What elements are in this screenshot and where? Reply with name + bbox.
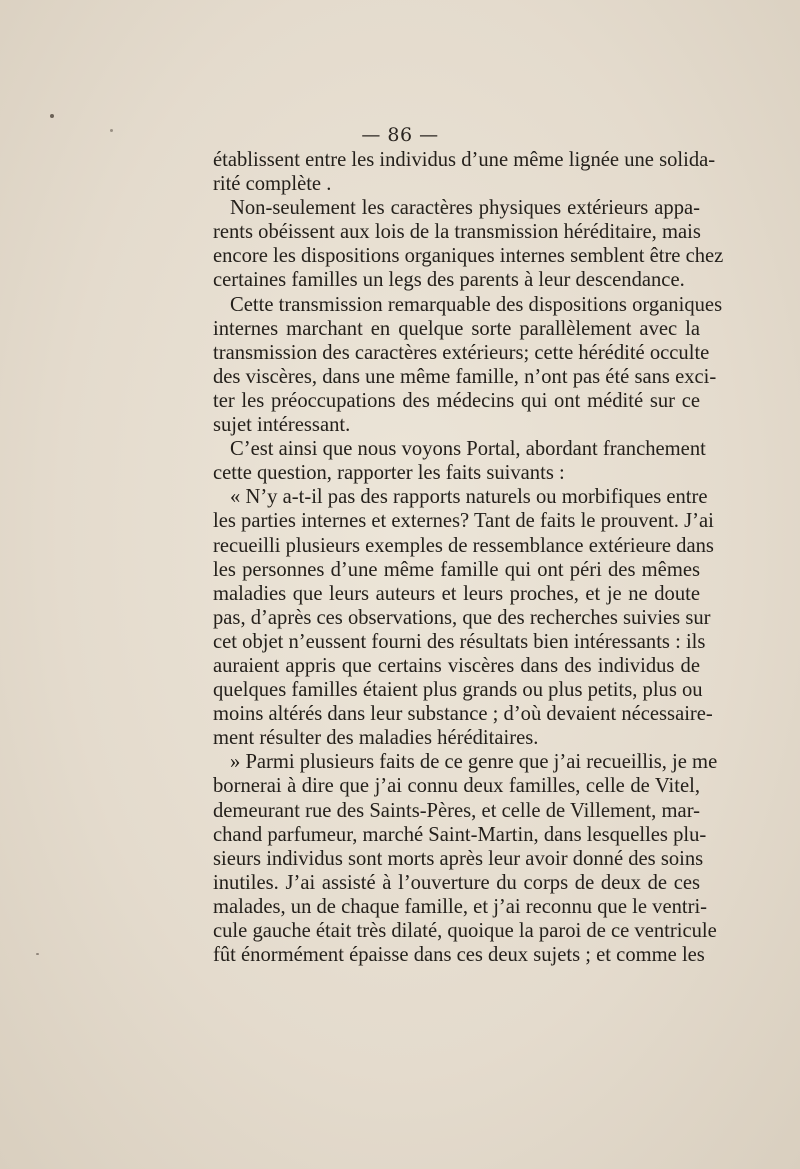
text-line: maladies que leurs auteurs et leurs proches, et je ne doute xyxy=(213,582,700,605)
text-line: transmission des caractères extérieurs; cette hérédité occulte xyxy=(213,341,710,364)
text-line: auraient appris que certains viscères dans des individus de xyxy=(213,654,700,677)
text-line: moins altérés dans leur substance ; d’où devaient nécessaire- xyxy=(213,703,713,726)
text-line: » Parmi plusieurs faits de ce genre que j’ai recueillis, je me xyxy=(230,751,718,774)
text-line: Non-seulement les caractères physiques extérieurs appa- xyxy=(230,197,700,220)
text-line: certaines familles un legs des parents à leur descendance. xyxy=(213,269,685,292)
text-line: sieurs individus sont morts après leur avoir donné des soins xyxy=(213,847,704,870)
text-line: bornerai à dire que j’ai connu deux familles, celle de Vitel, xyxy=(213,775,700,798)
text-line: rents obéissent aux lois de la transmission héréditaire, mais xyxy=(213,221,701,244)
text-line: recueilli plusieurs exemples de ressemblance extérieure dans xyxy=(213,534,714,557)
page-number: — 86 — xyxy=(361,124,439,146)
text-line: ment résulter des maladies héréditaires. xyxy=(213,727,539,750)
text-line: cet objet n’eussent fourni des résultats bien intéressants : ils xyxy=(213,630,706,653)
paper-speck xyxy=(50,114,54,118)
text-line: internes marchant en quelque sorte parallèlement avec la xyxy=(213,317,700,340)
text-line: demeurant rue des Saints-Pères, et celle de Villement, mar- xyxy=(213,799,700,822)
text-line: cette question, rapporter les faits suivants : xyxy=(213,462,565,485)
text-line: Cette transmission remarquable des dispositions organiques xyxy=(230,293,723,316)
body-text xyxy=(213,148,724,967)
text-line: ter les préoccupations des médecins qui ont médité sur ce xyxy=(213,389,700,412)
text-line: rité complète . xyxy=(213,173,332,196)
text-line: sujet intéressant. xyxy=(213,414,351,437)
text-line: cule gauche était très dilaté, quoique la paroi de ce ventricule xyxy=(213,920,717,942)
text-line: des viscères, dans une même famille, n’ont pas été sans exci- xyxy=(213,365,717,388)
text-line: quelques familles étaient plus grands ou plus petits, plus ou xyxy=(213,679,703,702)
text-line: C’est ainsi que nous voyons Portal, abordant franchement xyxy=(230,438,706,461)
text-line: encore les dispositions organiques internes semblent être chez xyxy=(213,245,724,268)
text-line: inutiles. J’ai assisté à l’ouverture du corps de deux de ces xyxy=(213,871,700,894)
text-line: les parties internes et externes? Tant de faits le prouvent. J’ai xyxy=(213,510,714,533)
paper-speck xyxy=(36,953,39,955)
text-line: chand parfumeur, marché Saint-Martin, dans lesquelles plu- xyxy=(213,823,707,846)
text-line: les personnes d’une même famille qui ont péri des mêmes xyxy=(213,558,700,581)
text-line: malades, un de chaque famille, et j’ai reconnu que le ventri- xyxy=(213,895,708,918)
text-line: « N’y a-t-il pas des rapports naturels ou morbifiques entre xyxy=(230,486,708,509)
text-line: pas, d’après ces observations, que des recherches suivies sur xyxy=(213,606,711,629)
text-line: fût énormément épaisse dans ces deux sujets ; et comme les xyxy=(213,944,705,967)
text-line: établissent entre les individus d’une même lignée une solida- xyxy=(213,149,716,171)
